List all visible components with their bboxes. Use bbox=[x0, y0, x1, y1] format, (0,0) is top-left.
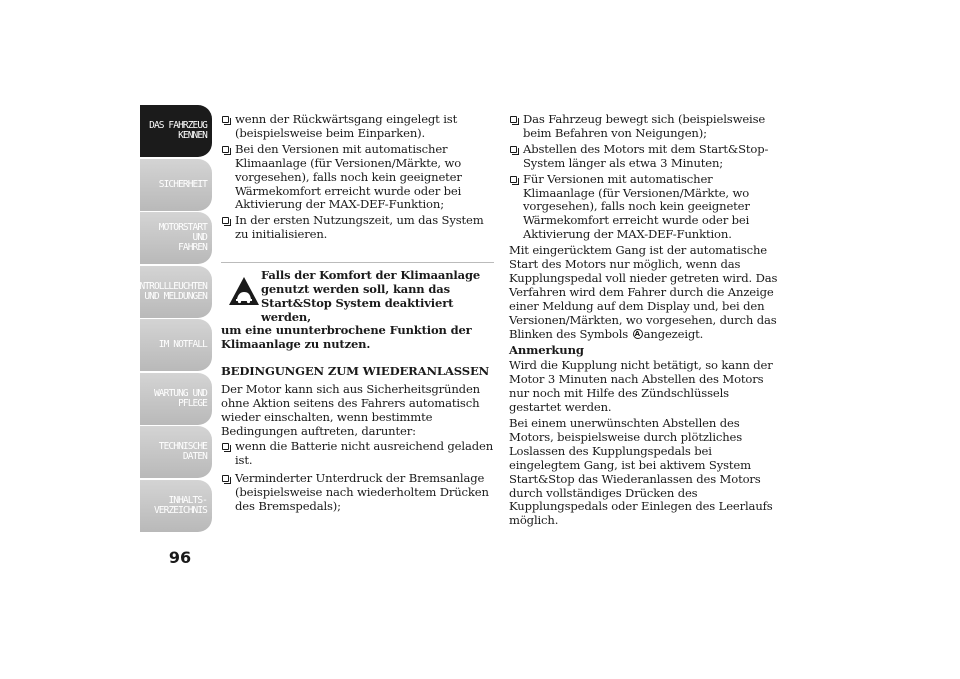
text-column-left bbox=[221, 113, 494, 516]
list-item: wenn die Batterie nicht ausreichend geladen ist. bbox=[221, 440, 494, 468]
warning-text-rest: um eine ununterbrochene Funktion der Klimaanlage zu nutzen. bbox=[221, 323, 472, 352]
tab-label: TECHNISCHE DATEN bbox=[158, 441, 207, 462]
text-column-right bbox=[509, 113, 781, 530]
tab-im-notfall[interactable] bbox=[140, 319, 212, 371]
tab-kontrollleuchten[interactable] bbox=[129, 266, 212, 318]
tab-inhaltsverzeichnis[interactable] bbox=[140, 480, 212, 532]
tab-label: DAS FAHRZEUG KENNEN bbox=[149, 120, 207, 141]
paragraph-text: angezeigt. bbox=[643, 326, 704, 341]
paragraph-text: Mit eingerücktem Gang ist der automatische Start des Motors nur möglich, wenn das Kupplungspedal voll nieder getreten wird. Das Verfahren wird dem Fahrer durch die Anzeige einer Meldung auf dem Display und, bei den Versionen/Märkten, wo vorgesehen, durch das Blinken des Symbols bbox=[509, 243, 778, 341]
list-item: Für Versionen mit automatischer Klimaanlage (für Versionen/Märkte, wo vorgesehen), falls noch kein geeigneter Wärmekomfort erreicht wurde oder bei Aktivierung der MAX-DEF-Funktion. bbox=[509, 173, 781, 243]
list-item: In der ersten Nutzungszeit, um das System zu initialisieren. bbox=[221, 214, 494, 242]
list-item: Das Fahrzeug bewegt sich (beispielsweise beim Befahren von Neigungen); bbox=[509, 113, 781, 141]
tab-technische-daten[interactable] bbox=[140, 426, 212, 478]
warning-triangle-icon bbox=[227, 275, 261, 307]
tab-label: WARTUNG UND PFLEGE bbox=[153, 387, 207, 409]
paragraph: Bei einem unerwünschten Abstellen des Motors, beispielsweise durch plötzliches Loslassen des Kupplungspedals bei eingelegtem Gang, ist bei aktivem System Start&Stop das Wiederanlassen des Motors durch vollständiges Drücken des Kupplungspedals oder Einlegen des Leerlaufs möglich. bbox=[509, 416, 773, 528]
tab-label: KONTROLLLEUCHTEN UND MELDUNGEN bbox=[129, 280, 207, 302]
paragraph bbox=[509, 244, 781, 341]
page-number: 96 bbox=[168, 548, 192, 567]
tab-sicherheit[interactable] bbox=[140, 159, 212, 211]
tab-wartung-und-pflege[interactable] bbox=[140, 373, 212, 425]
section-heading: BEDINGUNGEN ZUM WIEDERANLASSEN bbox=[221, 363, 490, 378]
list-item: Verminderter Unterdruck der Bremsanlage (beispielsweise nach wiederholtem Drücken des Bremspedals); bbox=[221, 472, 494, 514]
start-stop-a-icon bbox=[633, 329, 643, 339]
paragraph: Der Motor kann sich aus Sicherheitsgründen ohne Aktion seitens des Fahrers automatisch wieder einschalten, wenn bestimmte Bedingungen auftreten, darunter: bbox=[221, 381, 480, 438]
tab-label: IM NOTFALL bbox=[158, 339, 207, 350]
tab-label: MOTORSTART UND FAHREN bbox=[158, 222, 207, 253]
list-item: Bei den Versionen mit automatischer Klimaanlage (für Versionen/Märkte, wo vorgesehen), falls noch kein geeigneter Wärmekomfort erreicht wurde oder bei Aktivierung der MAX-DEF-Funktion; bbox=[221, 143, 494, 213]
note-title: Anmerkung bbox=[509, 342, 584, 357]
warning-box bbox=[221, 262, 494, 352]
list-item: wenn der Rückwärtsgang eingelegt ist (beispielsweise beim Einparken). bbox=[221, 113, 494, 141]
tab-label: SICHERHEIT bbox=[158, 178, 207, 190]
paragraph: Wird die Kupplung nicht betätigt, so kann der Motor 3 Minuten nach Abstellen des Motors nur noch mit Hilfe des Zündschlüssels gestartet werden. bbox=[509, 358, 773, 415]
warning-text-lead: Falls der Komfort der Klimaanlage genutzt werden soll, kann das Start&Stop System deaktiviert werden, bbox=[261, 268, 481, 324]
list-item: Abstellen des Motors mit dem Start&Stop-System länger als etwa 3 Minuten; bbox=[509, 143, 781, 171]
tab-das-fahrzeug-kennen[interactable] bbox=[140, 105, 212, 157]
tab-motorstart-und-fahren[interactable] bbox=[140, 212, 212, 264]
chapter-sidebar bbox=[129, 105, 212, 533]
tab-label: INHALTS- VERZEICHNIS bbox=[153, 494, 207, 516]
